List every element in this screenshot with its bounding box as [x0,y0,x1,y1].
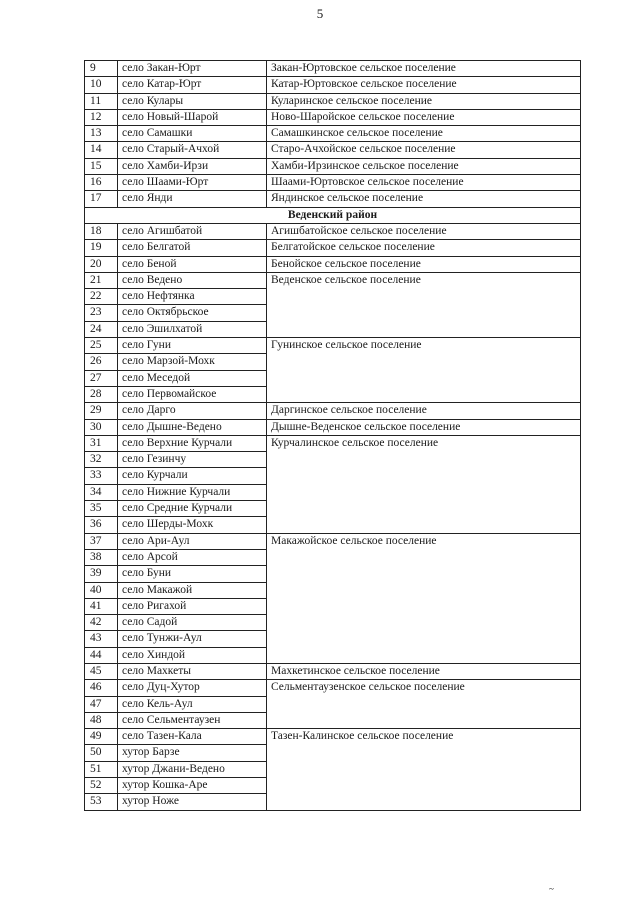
village-name: село Арсой [118,549,267,565]
village-name: село Новый-Шарой [118,109,267,125]
village-name: село Хамби-Ирзи [118,158,267,174]
village-name: село Средние Курчали [118,501,267,517]
row-number: 28 [85,386,118,402]
settlement-name: Даргинское сельское поселение [267,403,581,419]
row-number: 44 [85,647,118,663]
row-number: 43 [85,631,118,647]
village-name: село Марзой-Мохк [118,354,267,370]
row-number: 50 [85,745,118,761]
table-row [85,729,581,745]
row-number: 18 [85,223,118,239]
row-number: 26 [85,354,118,370]
row-number: 25 [85,338,118,354]
settlement-name: Макажойское сельское поселение [267,533,581,663]
row-number: 46 [85,680,118,696]
table-section-b [85,223,581,810]
row-number: 45 [85,663,118,679]
village-name: село Нижние Курчали [118,484,267,500]
village-name: село Старый-Ачхой [118,142,267,158]
table-row [85,435,581,451]
village-name: село Янди [118,191,267,207]
row-number: 13 [85,126,118,142]
row-number: 37 [85,533,118,549]
settlement-name: Агишбатойское сельское поселение [267,223,581,239]
table-row [85,158,581,174]
row-number: 33 [85,468,118,484]
row-number: 40 [85,582,118,598]
village-name: село Самашки [118,126,267,142]
village-name: село Белгатой [118,240,267,256]
row-number: 19 [85,240,118,256]
row-number: 36 [85,517,118,533]
village-name: село Гуни [118,338,267,354]
village-name: село Закан-Юрт [118,61,267,77]
table-row [85,419,581,435]
row-number: 53 [85,794,118,810]
table-row [85,61,581,77]
table-row [85,109,581,125]
village-name: село Меседой [118,370,267,386]
row-number: 52 [85,778,118,794]
settlement-name: Шаами-Юртовское сельское поселение [267,175,581,191]
row-number: 23 [85,305,118,321]
village-name: село Гезинчу [118,452,267,468]
table-row [85,223,581,239]
row-number: 48 [85,712,118,728]
row-number: 29 [85,403,118,419]
table-row [85,93,581,109]
row-number: 14 [85,142,118,158]
row-number: 17 [85,191,118,207]
row-number: 11 [85,93,118,109]
village-name: село Первомайское [118,386,267,402]
village-name: хутор Ноже [118,794,267,810]
row-number: 12 [85,109,118,125]
village-name: село Дышне-Ведено [118,419,267,435]
village-name: село Нефтянка [118,289,267,305]
row-number: 49 [85,729,118,745]
settlement-name: Самашкинское сельское поселение [267,126,581,142]
row-number: 31 [85,435,118,451]
village-name: село Шерды-Мохк [118,517,267,533]
village-name: село Дуц-Хутор [118,680,267,696]
village-name: село Дарго [118,403,267,419]
village-name: село Кулары [118,93,267,109]
village-name: село Курчали [118,468,267,484]
settlement-name: Белгатойское сельское поселение [267,240,581,256]
row-number: 30 [85,419,118,435]
table-section-a [85,61,581,208]
table-row [85,338,581,354]
village-name: село Октябрьское [118,305,267,321]
table-row [85,663,581,679]
table-row [85,175,581,191]
table-row [85,142,581,158]
village-name: село Тазен-Кала [118,729,267,745]
settlement-name: Ново-Шаройское сельское поселение [267,109,581,125]
village-name: село Сельментаузен [118,712,267,728]
table-row [85,240,581,256]
village-name: село Макажой [118,582,267,598]
settlement-name: Курчалинское сельское поселение [267,435,581,533]
table-row [85,680,581,696]
settlement-name: Гунинское сельское поселение [267,338,581,403]
village-name: хутор Джани-Ведено [118,761,267,777]
village-name: село Ригахой [118,598,267,614]
settlement-name: Тазен-Калинское сельское поселение [267,729,581,810]
section-header: Веденский район [85,207,581,223]
settlement-name: Бенойское сельское поселение [267,256,581,272]
village-name: село Беной [118,256,267,272]
row-number: 20 [85,256,118,272]
village-name: село Махкеты [118,663,267,679]
table-row [85,126,581,142]
village-name: село Катар-Юрт [118,77,267,93]
row-number: 27 [85,370,118,386]
village-name: село Ари-Аул [118,533,267,549]
table-row [85,256,581,272]
row-number: 22 [85,289,118,305]
settlement-name: Яндинское сельское поселение [267,191,581,207]
row-number: 34 [85,484,118,500]
row-number: 51 [85,761,118,777]
village-name: село Буни [118,566,267,582]
row-number: 41 [85,598,118,614]
row-number: 39 [85,566,118,582]
village-name: село Тунжи-Аул [118,631,267,647]
settlement-name: Хамби-Ирзинское сельское поселение [267,158,581,174]
row-number: 47 [85,696,118,712]
table-row [85,403,581,419]
table-row [85,272,581,288]
village-name: село Садой [118,615,267,631]
row-number: 32 [85,452,118,468]
settlement-name: Дышне-Веденское сельское поселение [267,419,581,435]
village-name: село Агишбатой [118,223,267,239]
section-header-row [85,207,581,223]
row-number: 15 [85,158,118,174]
settlement-name: Куларинское сельское поселение [267,93,581,109]
village-name: хутор Барзе [118,745,267,761]
village-name: хутор Кошка-Аре [118,778,267,794]
table-row [85,191,581,207]
village-name: село Шаами-Юрт [118,175,267,191]
village-name: село Хиндой [118,647,267,663]
settlements-table [84,60,581,811]
row-number: 24 [85,321,118,337]
row-number: 38 [85,549,118,565]
table-row [85,77,581,93]
table-row [85,533,581,549]
row-number: 35 [85,501,118,517]
row-number: 16 [85,175,118,191]
settlement-name: Веденское сельское поселение [267,272,581,337]
page-number: 5 [316,6,324,21]
settlement-name: Старо-Ачхойское сельское поселение [267,142,581,158]
village-name: село Кель-Аул [118,696,267,712]
settlement-name: Сельментаузенское сельское поселение [267,680,581,729]
settlement-name: Махкетинское сельское поселение [267,663,581,679]
table-section-header-row [85,207,581,223]
row-number: 9 [85,61,118,77]
settlement-name: Катар-Юртовское сельское поселение [267,77,581,93]
corner-mark: ~ [549,884,554,894]
settlement-name: Закан-Юртовское сельское поселение [267,61,581,77]
village-name: село Эшилхатой [118,321,267,337]
village-name: село Ведено [118,272,267,288]
row-number: 10 [85,77,118,93]
row-number: 21 [85,272,118,288]
row-number: 42 [85,615,118,631]
village-name: село Верхние Курчали [118,435,267,451]
